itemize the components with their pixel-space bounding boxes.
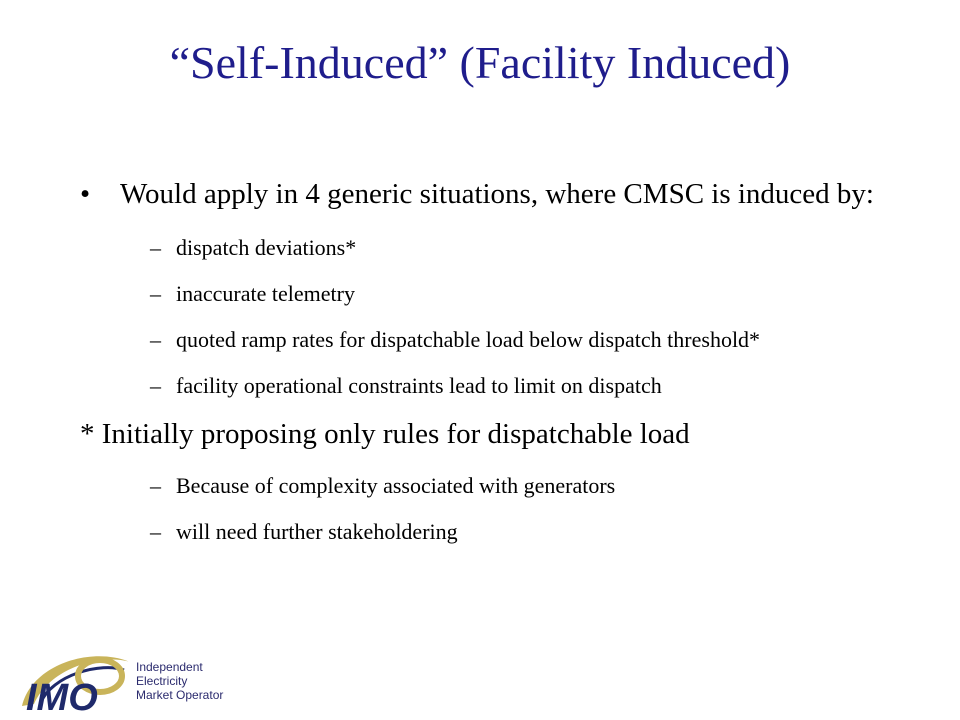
sub-item-text: will need further stakeholdering — [176, 519, 458, 544]
dash-mark: – — [150, 373, 161, 398]
slide-body — [80, 172, 880, 548]
sub-item-inaccurate-telemetry — [80, 278, 880, 310]
logo-line-3: Market Operator — [136, 688, 224, 702]
dash-mark: – — [150, 327, 161, 352]
sub-item-operational-constraints — [80, 370, 880, 402]
note-item-complexity — [80, 470, 880, 502]
sub-item-text: quoted ramp rates for dispatchable load below dispatch threshold* — [176, 327, 761, 352]
sub-item-text: inaccurate telemetry — [176, 281, 355, 306]
slide-title: “Self-Induced” (Facility Induced) — [169, 37, 791, 88]
bullet-text: Would apply in 4 generic situations, where CMSC is induced by: — [120, 178, 874, 210]
sub-item-text: Because of complexity associated with generators — [176, 473, 616, 498]
bullet-item — [80, 172, 880, 216]
sub-item-quoted-ramp-rates — [80, 324, 880, 356]
sub-item-dispatch-deviations — [80, 232, 880, 264]
dash-mark: – — [150, 519, 161, 544]
logo-caption — [136, 660, 223, 702]
dash-mark: – — [150, 235, 161, 260]
dash-mark: – — [150, 281, 161, 306]
note-item-stakeholdering — [80, 516, 880, 548]
logo-line-1: Independent — [136, 660, 203, 674]
dash-mark: – — [150, 473, 161, 498]
logo-line-2: Electricity — [136, 674, 188, 688]
logo-letters: IMO — [26, 677, 98, 716]
sub-item-text: facility operational constraints lead to limit on dispatch — [176, 373, 662, 398]
note-text: * Initially proposing only rules for dispatchable load — [80, 418, 690, 450]
bullet-mark: • — [80, 178, 91, 210]
sub-item-text: dispatch deviations* — [176, 235, 357, 260]
